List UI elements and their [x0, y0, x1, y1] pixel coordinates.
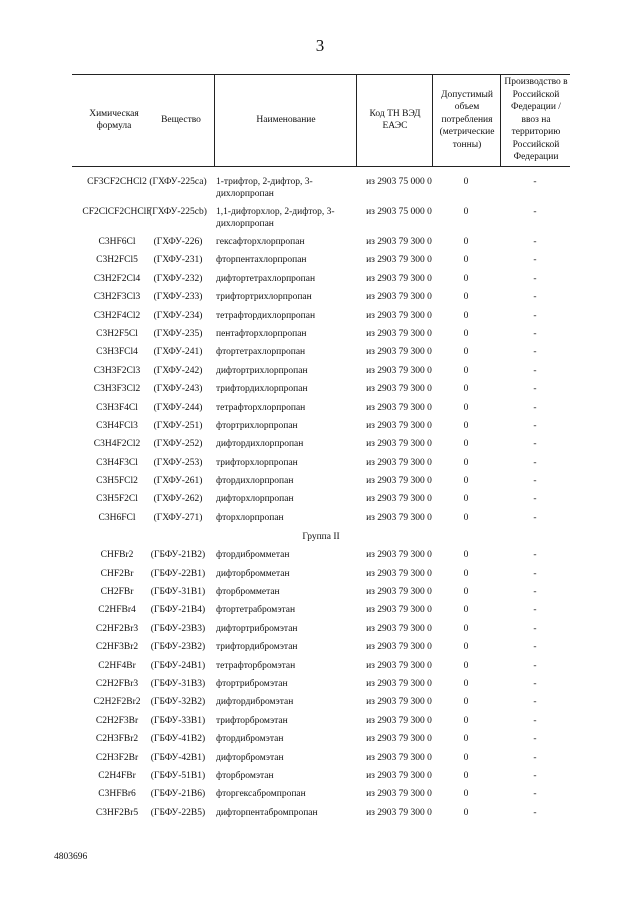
- header-code: Код ТН ВЭД ЕАЭС: [369, 108, 421, 131]
- cell-production: -: [533, 734, 537, 745]
- cell-name: тетрафторхлорпропан: [216, 402, 306, 413]
- cell-allowed: 0: [463, 237, 469, 247]
- table-row: [72, 402, 570, 420]
- cell-production: -: [533, 715, 537, 726]
- cell-production: -: [533, 476, 537, 487]
- cell-substance: (ГХФУ-243): [153, 384, 203, 395]
- cell-name: пентафторхлорпропан: [216, 328, 307, 339]
- cell-name: дифтортрибромэтан: [216, 623, 298, 634]
- cell-code: из 2903 79 300 0: [366, 384, 432, 395]
- cell-formula: C3H2F4Cl2: [93, 310, 141, 321]
- cell-name: фторбромэтан: [216, 770, 274, 781]
- cell-formula: C3HFBr6: [98, 789, 136, 800]
- header-divider: [356, 74, 357, 166]
- cell-formula: C3H3F4Cl: [96, 402, 138, 413]
- cell-substance: (ГБФУ-51В1): [150, 770, 206, 781]
- cell-allowed: 0: [463, 273, 469, 284]
- cell-name: фтортрихлорпропан: [216, 420, 298, 431]
- cell-code: из 2903 79 300 0: [366, 255, 432, 266]
- cell-name: фтордихлорпропан: [216, 476, 294, 487]
- cell-production: -: [533, 789, 537, 800]
- cell-allowed: 0: [463, 177, 469, 187]
- cell-substance: (ГБФУ-21В2): [150, 550, 206, 561]
- cell-code: из 2903 79 300 0: [366, 587, 432, 598]
- cell-formula: C3H3F3Cl2: [93, 384, 141, 395]
- table-header-rule: [72, 166, 570, 167]
- cell-substance: (ГХФУ-231): [153, 255, 203, 266]
- cell-name: фтортетрахлорпропан: [216, 347, 306, 358]
- document-number: 4803696: [54, 852, 88, 862]
- table-row: [72, 346, 570, 364]
- cell-code: из 2903 79 300 0: [366, 402, 432, 413]
- cell-formula: C2H2F2Br2: [93, 697, 141, 708]
- table-row: [72, 457, 570, 475]
- cell-allowed: 0: [463, 568, 469, 579]
- table-row: [72, 310, 570, 328]
- cell-substance: (ГБФУ-33В1): [150, 715, 206, 726]
- cell-formula: C3H3FCl4: [96, 347, 138, 358]
- cell-name: 1-трифтор, 2-дифтор, 3-дихлорпропан: [216, 177, 313, 199]
- cell-allowed: 0: [463, 207, 469, 217]
- cell-allowed: 0: [463, 347, 469, 358]
- cell-code: из 2903 79 300 0: [366, 623, 432, 634]
- table-row: [72, 365, 570, 383]
- cell-production: -: [533, 328, 537, 339]
- table-row: [72, 493, 570, 511]
- cell-production: -: [533, 605, 537, 616]
- cell-allowed: 0: [463, 789, 469, 800]
- table-row: [72, 475, 570, 493]
- cell-formula: C3H5FCl2: [96, 476, 138, 487]
- cell-production: -: [533, 420, 537, 431]
- cell-code: из 2903 79 300 0: [366, 439, 432, 450]
- cell-name: фторхлорпропан: [216, 512, 284, 523]
- table-row: [72, 696, 570, 714]
- cell-code: из 2903 79 300 0: [366, 660, 432, 671]
- cell-allowed: 0: [463, 255, 469, 266]
- cell-code: из 2903 79 300 0: [366, 494, 432, 505]
- table-row: [72, 715, 570, 733]
- cell-formula: C3H3F2Cl3: [93, 365, 141, 376]
- cell-code: из 2903 75 000 0: [366, 207, 432, 217]
- cell-substance: (ГХФУ-233): [153, 292, 203, 303]
- cell-allowed: 0: [463, 715, 469, 726]
- cell-allowed: 0: [463, 292, 469, 303]
- cell-code: из 2903 75 000 0: [366, 177, 432, 187]
- cell-production: -: [533, 347, 537, 358]
- cell-allowed: 0: [463, 365, 469, 376]
- cell-substance: (ГХФУ-251): [153, 420, 203, 431]
- cell-production: -: [533, 678, 537, 689]
- cell-production: -: [533, 660, 537, 671]
- cell-allowed: 0: [463, 660, 469, 671]
- cell-name: дифторбромметан: [216, 568, 290, 579]
- cell-production: -: [533, 512, 537, 523]
- cell-production: -: [533, 384, 537, 395]
- cell-production: -: [533, 273, 537, 284]
- cell-code: из 2903 79 300 0: [366, 752, 432, 763]
- cell-formula: C2H3FBr2: [95, 734, 139, 745]
- cell-production: -: [533, 402, 537, 413]
- cell-allowed: 0: [463, 550, 469, 561]
- cell-substance: (ГХФУ-225са): [149, 177, 207, 187]
- cell-name: дифтортетрахлорпропан: [216, 273, 316, 284]
- table-row: [72, 641, 570, 659]
- cell-substance: (ГХФУ-232): [153, 273, 203, 284]
- cell-formula: CHF2Br: [100, 568, 134, 579]
- table-row: [72, 512, 570, 530]
- table-row: [72, 383, 570, 401]
- cell-formula: CF3CF2CHCl2: [87, 177, 147, 187]
- cell-substance: (ГБФУ-41В2): [150, 734, 206, 745]
- header-divider: [214, 74, 215, 166]
- cell-name: дифторхлорпропан: [216, 494, 294, 505]
- header-divider: [500, 74, 501, 166]
- table-row: [72, 236, 570, 254]
- cell-substance: (ГБФУ-31В1): [150, 587, 206, 598]
- table-row: [72, 623, 570, 641]
- cell-code: из 2903 79 300 0: [366, 347, 432, 358]
- cell-formula: C2H4FBr: [98, 770, 136, 781]
- cell-code: из 2903 79 300 0: [366, 605, 432, 616]
- cell-substance: (ГХФУ-225cb): [149, 207, 207, 217]
- cell-name: трифторхлорпропан: [216, 457, 298, 468]
- cell-production: -: [533, 807, 537, 818]
- table-row: [72, 752, 570, 770]
- cell-code: из 2903 79 300 0: [366, 807, 432, 818]
- cell-name: трифторбромэтан: [216, 715, 288, 726]
- cell-allowed: 0: [463, 697, 469, 708]
- header-divider: [432, 74, 433, 166]
- cell-substance: (ГХФУ-261): [153, 476, 203, 487]
- cell-formula: C3H2FCl5: [96, 255, 138, 266]
- header-production: Производство в Российской Федерации / ввоз на территорию Российской Федерации: [504, 77, 568, 163]
- cell-code: из 2903 79 300 0: [366, 770, 432, 781]
- page-number: 3: [315, 36, 325, 55]
- cell-code: из 2903 79 300 0: [366, 328, 432, 339]
- cell-substance: (ГБФУ-31В3): [150, 678, 206, 689]
- cell-allowed: 0: [463, 457, 469, 468]
- cell-formula: C3HF2Br5: [95, 807, 139, 818]
- table-row: [72, 206, 570, 236]
- cell-substance: (ГХФУ-252): [153, 439, 203, 450]
- table-row: [72, 328, 570, 346]
- cell-substance: (ГХФУ-271): [153, 512, 203, 523]
- cell-production: -: [533, 457, 537, 468]
- cell-substance: (ГБФУ-21В4): [150, 605, 206, 616]
- cell-allowed: 0: [463, 476, 469, 487]
- cell-substance: (ГБФУ-23В2): [150, 642, 206, 653]
- cell-substance: (ГБФУ-21В6): [150, 789, 206, 800]
- cell-production: -: [533, 550, 537, 561]
- cell-code: из 2903 79 300 0: [366, 457, 432, 468]
- cell-substance: (ГХФУ-241): [153, 347, 203, 358]
- cell-formula: C2H2FBr3: [95, 678, 139, 689]
- table-row: [72, 568, 570, 586]
- cell-formula: C3HF6Cl: [98, 237, 136, 247]
- cell-code: из 2903 79 300 0: [366, 678, 432, 689]
- cell-formula: C2HF2Br3: [95, 623, 139, 634]
- table-row: [72, 660, 570, 678]
- cell-formula: C2HFBr4: [98, 605, 136, 616]
- table-row: [72, 788, 570, 806]
- cell-code: из 2903 79 300 0: [366, 550, 432, 561]
- cell-production: -: [533, 237, 537, 247]
- cell-name: дифтордихлорпропан: [216, 439, 304, 450]
- cell-production: -: [533, 255, 537, 266]
- cell-formula: C3H5F2Cl: [96, 494, 138, 505]
- cell-allowed: 0: [463, 642, 469, 653]
- cell-allowed: 0: [463, 807, 469, 818]
- cell-code: из 2903 79 300 0: [366, 365, 432, 376]
- cell-production: -: [533, 207, 537, 217]
- cell-production: -: [533, 568, 537, 579]
- table-row: [72, 770, 570, 788]
- cell-name: дифторбромэтан: [216, 752, 284, 763]
- cell-production: -: [533, 770, 537, 781]
- cell-formula: C3H2F3Cl3: [93, 292, 141, 303]
- cell-name: фторбромметан: [216, 587, 280, 598]
- cell-code: из 2903 79 300 0: [366, 789, 432, 800]
- cell-formula: C3H4F2Cl2: [93, 439, 141, 450]
- cell-substance: (ГХФУ-235): [153, 328, 203, 339]
- cell-substance: (ГБФУ-22В1): [150, 568, 206, 579]
- cell-code: из 2903 79 300 0: [366, 715, 432, 726]
- cell-substance: (ГХФУ-253): [153, 457, 203, 468]
- cell-formula: C2H3F2Br: [95, 752, 139, 763]
- cell-name: фторпентахлорпропан: [216, 255, 307, 266]
- cell-allowed: 0: [463, 494, 469, 505]
- cell-substance: (ГБФУ-24В1): [150, 660, 206, 671]
- cell-allowed: 0: [463, 310, 469, 321]
- table-row: [72, 549, 570, 567]
- cell-production: -: [533, 494, 537, 505]
- cell-allowed: 0: [463, 384, 469, 395]
- cell-name: фтордибромметан: [216, 550, 290, 561]
- cell-formula: CH2FBr: [100, 587, 134, 598]
- cell-name: тетрафторбромэтан: [216, 660, 296, 671]
- cell-allowed: 0: [463, 512, 469, 523]
- table-row: [72, 733, 570, 751]
- cell-formula: C3H4F3Cl: [96, 457, 138, 468]
- cell-name: тетрафтордихлорпропан: [216, 310, 316, 321]
- cell-code: из 2903 79 300 0: [366, 697, 432, 708]
- cell-name: дифторпентабромпропан: [216, 807, 318, 818]
- cell-production: -: [533, 310, 537, 321]
- cell-substance: (ГБФУ-22В5): [150, 807, 206, 818]
- cell-allowed: 0: [463, 439, 469, 450]
- table-row: [72, 254, 570, 272]
- cell-formula: CHFBr2: [100, 550, 134, 561]
- cell-allowed: 0: [463, 328, 469, 339]
- cell-substance: (ГХФУ-262): [153, 494, 203, 505]
- cell-name: фтортетрабромэтан: [216, 605, 296, 616]
- header-allowed: Допустимый объем потребления (метрические тонны): [439, 89, 495, 150]
- table-row: [72, 438, 570, 456]
- cell-name: дифтордибромэтан: [216, 697, 294, 708]
- cell-production: -: [533, 623, 537, 634]
- header-formula: Химическая формула: [89, 108, 139, 131]
- cell-formula: C3H4FCl3: [96, 420, 138, 431]
- header-substance: Вещество: [161, 114, 201, 125]
- cell-production: -: [533, 697, 537, 708]
- table-row: [72, 586, 570, 604]
- cell-allowed: 0: [463, 587, 469, 598]
- cell-production: -: [533, 587, 537, 598]
- table-row: [72, 604, 570, 622]
- cell-allowed: 0: [463, 734, 469, 745]
- cell-substance: (ГБФУ-32В2): [150, 697, 206, 708]
- cell-code: из 2903 79 300 0: [366, 310, 432, 321]
- cell-formula: C3H2F2Cl4: [93, 273, 141, 284]
- table-body: [72, 176, 570, 825]
- cell-name: трифтордихлорпропан: [216, 384, 308, 395]
- cell-formula: CF2ClCF2CHClF: [82, 207, 152, 217]
- cell-formula: C2HF4Br: [98, 660, 136, 671]
- table-row: [72, 291, 570, 309]
- cell-formula: C2HF3Br2: [95, 642, 139, 653]
- table-row: [72, 420, 570, 438]
- cell-code: из 2903 79 300 0: [366, 476, 432, 487]
- cell-code: из 2903 79 300 0: [366, 420, 432, 431]
- cell-code: из 2903 79 300 0: [366, 292, 432, 303]
- group-heading: Группа II: [302, 532, 340, 543]
- cell-allowed: 0: [463, 402, 469, 413]
- cell-formula: C3H2F5Cl: [96, 328, 138, 339]
- cell-production: -: [533, 642, 537, 653]
- cell-code: из 2903 79 300 0: [366, 512, 432, 523]
- cell-name: фтордибромэтан: [216, 734, 284, 745]
- cell-name: фтортрибромэтан: [216, 678, 288, 689]
- cell-code: из 2903 79 300 0: [366, 237, 432, 247]
- cell-name: трифтордибромэтан: [216, 642, 298, 653]
- cell-substance: (ГХФУ-226): [153, 237, 203, 247]
- cell-code: из 2903 79 300 0: [366, 734, 432, 745]
- cell-code: из 2903 79 300 0: [366, 642, 432, 653]
- cell-substance: (ГХФУ-244): [153, 402, 203, 413]
- table-row: [72, 678, 570, 696]
- cell-name: фторгексабромпропан: [216, 789, 306, 800]
- cell-name: дифтортрихлорпропан: [216, 365, 308, 376]
- cell-substance: (ГХФУ-242): [153, 365, 203, 376]
- cell-formula: C3H6FCl: [98, 512, 136, 523]
- cell-code: из 2903 79 300 0: [366, 273, 432, 284]
- table-row: [72, 176, 570, 206]
- header-name: Наименование: [256, 114, 316, 125]
- cell-allowed: 0: [463, 420, 469, 431]
- cell-substance: (ГБФУ-42В1): [150, 752, 206, 763]
- table-row: [72, 807, 570, 825]
- cell-allowed: 0: [463, 752, 469, 763]
- cell-formula: C2H2F3Br: [95, 715, 139, 726]
- cell-name: гексафторхлорпропан: [216, 237, 305, 247]
- cell-name: 1,1-дифторхлор, 2-дифтор, 3-дихлорпропан: [216, 207, 335, 229]
- cell-production: -: [533, 292, 537, 303]
- cell-allowed: 0: [463, 678, 469, 689]
- cell-production: -: [533, 365, 537, 376]
- cell-allowed: 0: [463, 605, 469, 616]
- cell-production: -: [533, 752, 537, 763]
- table-row: [72, 273, 570, 291]
- cell-name: трифтортрихлорпропан: [216, 292, 312, 303]
- cell-code: из 2903 79 300 0: [366, 568, 432, 579]
- cell-production: -: [533, 177, 537, 187]
- cell-production: -: [533, 439, 537, 450]
- cell-substance: (ГХФУ-234): [153, 310, 203, 321]
- cell-allowed: 0: [463, 770, 469, 781]
- cell-allowed: 0: [463, 623, 469, 634]
- cell-substance: (ГБФУ-23В3): [150, 623, 206, 634]
